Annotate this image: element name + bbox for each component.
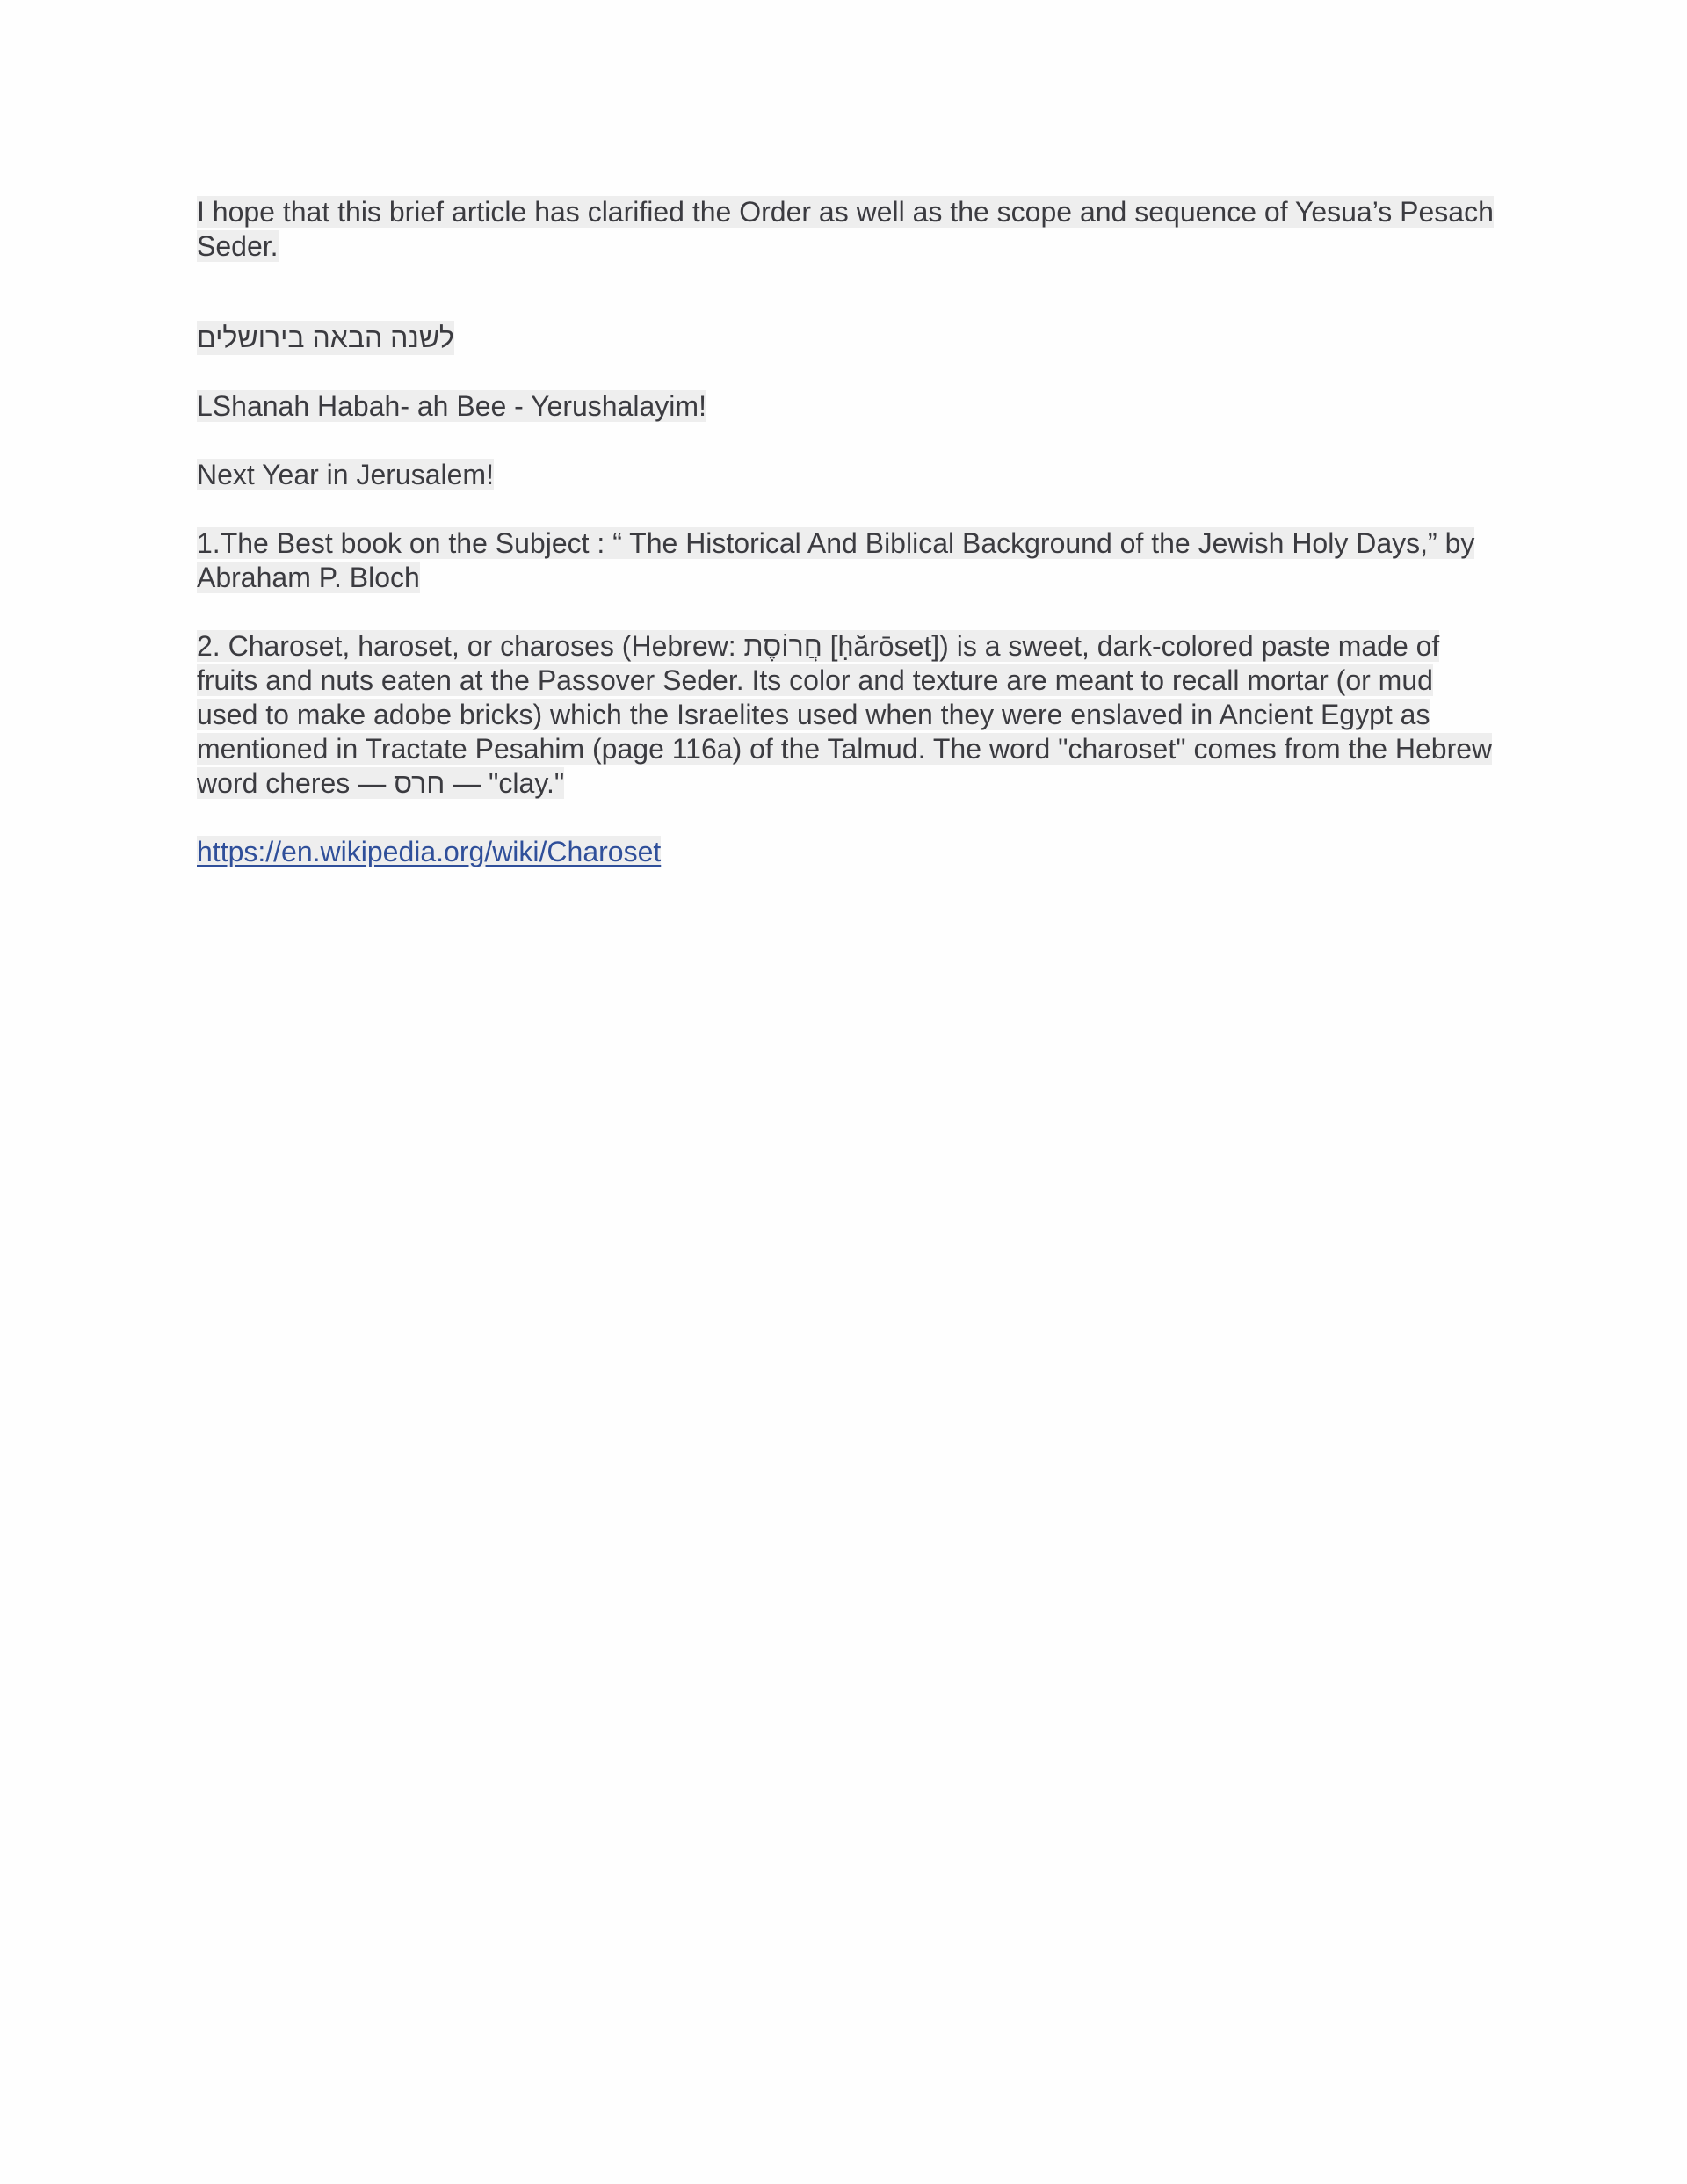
footnote-2 [197,629,1497,801]
footnote-1-text: 1.The Best book on the Subject : “ The Historical And Biblical Background of the Jewish Holy Days,” by Abraham P. Bloch [197,527,1475,593]
closing-paragraph [197,195,1497,264]
hebrew-blessing-text: לשנה הבאה בירושלים [197,322,454,353]
closing-paragraph-text: I hope that this brief article has clarified the Order as well as the scope and sequence of Yesua’s Pesach Seder. [197,196,1494,262]
reference-link[interactable]: https://en.wikipedia.org/wiki/Charoset [197,836,662,867]
transliteration-text: LShanah Habah- ah Bee - Yerushalayim! [197,390,706,422]
hebrew-blessing [197,321,1497,355]
transliteration [197,389,1497,424]
document-body [197,195,1497,903]
reference-link-line [197,835,1497,869]
translation [197,458,1497,492]
translation-text: Next Year in Jerusalem! [197,459,494,490]
footnote-1 [197,526,1497,595]
footnote-2-text: 2. Charoset, haroset, or charoses (Hebrew: חֲרוֹסֶת [ḥărōset]) is a sweet, dark-colored paste made of fruits and nuts eaten at the Passover Seder. Its color and texture are meant to recall mortar (or mud used to make adobe bricks) which the Israelites used when they were enslaved in Ancient Egypt as mentioned in Tractate Pesahim (page 116a) of the Talmud. The word "charoset" comes from the Hebrew word cheres — חרס — "clay." [197,630,1493,799]
